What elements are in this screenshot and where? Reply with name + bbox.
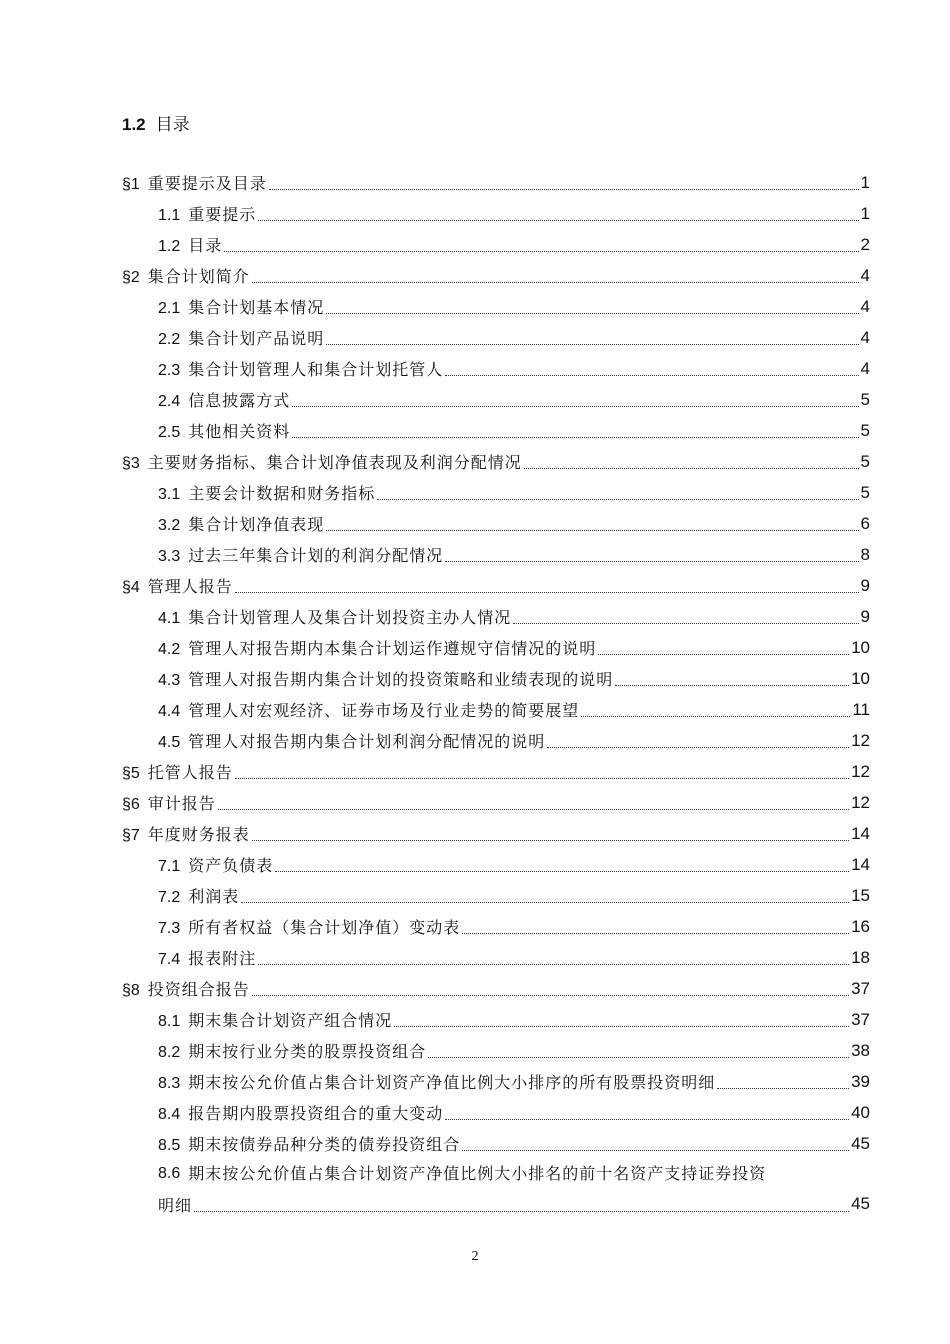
toc-entry-label (158, 1039, 426, 1062)
section-heading (122, 112, 190, 138)
toc-entry-title: 管理人对报告期内集合计划的投资策略和业绩表现的说明 (188, 670, 614, 689)
toc-entry-page: 12 (851, 730, 870, 750)
toc-entry-label (158, 388, 290, 411)
toc-entry[interactable] (122, 880, 870, 911)
section-number: 1.2 (122, 115, 146, 134)
toc-entry-page: 9 (860, 575, 870, 595)
toc-entry-label (158, 1008, 392, 1031)
toc-entry[interactable] (122, 508, 870, 539)
toc-entry-label (158, 326, 324, 349)
toc-entry-title: 主要会计数据和财务指标 (188, 484, 376, 503)
toc-entry-title: 审计报告 (147, 794, 216, 813)
toc-entry-page: 37 (851, 1009, 870, 1029)
toc-entry-number: 8.4 (158, 1106, 181, 1123)
dot-leader (717, 1088, 849, 1089)
toc-entry-label (158, 1070, 715, 1093)
toc-entry-page: 18 (851, 947, 870, 967)
toc-entry-page: 45 (851, 1194, 870, 1213)
toc-entry-title: 期末按公允价值占集合计划资产净值比例大小排序的所有股票投资明细 (188, 1073, 716, 1092)
toc-entry-title: 期末按公允价值占集合计划资产净值比例大小排名的前十名资产支持证券投资 (188, 1164, 767, 1183)
dot-leader (258, 964, 849, 965)
dot-leader (241, 902, 849, 903)
toc-entry-label (158, 419, 290, 442)
toc-entry[interactable] (122, 570, 870, 601)
toc-entry[interactable] (122, 1097, 870, 1128)
toc-entry-page: 8 (860, 544, 870, 564)
toc-entry[interactable] (122, 1159, 870, 1219)
toc-entry-label (158, 884, 239, 907)
toc-entry-title: 集合计划管理人和集合计划托管人 (188, 360, 444, 379)
toc-entry-number: 7.3 (158, 920, 181, 937)
toc-entry[interactable] (122, 632, 870, 663)
toc-entry-title: 年度财务报表 (147, 825, 250, 844)
table-of-contents (122, 167, 870, 1219)
toc-entry-title: 管理人报告 (147, 577, 233, 596)
toc-entry-title: 目录 (188, 236, 223, 255)
dot-leader (252, 840, 849, 841)
toc-entry-number: 7.4 (158, 951, 181, 968)
dot-leader (598, 654, 849, 655)
dot-leader (615, 685, 849, 686)
toc-entry-number: 3.3 (158, 548, 181, 565)
toc-entry-number: 2.5 (158, 424, 181, 441)
toc-entry-title-continued: 明细 (158, 1195, 193, 1215)
toc-entry-number: 2.4 (158, 393, 181, 410)
toc-entry-page: 14 (851, 854, 870, 874)
toc-entry-title: 集合计划产品说明 (188, 329, 325, 348)
toc-entry-label (158, 481, 375, 504)
toc-entry-label (158, 605, 511, 628)
toc-entry-title: 重要提示及目录 (147, 174, 267, 193)
toc-entry-number: 7.1 (158, 858, 181, 875)
page-number: 2 (471, 1249, 479, 1264)
dot-leader (445, 561, 858, 562)
toc-entry[interactable] (122, 663, 870, 694)
dot-leader (326, 530, 858, 531)
toc-entry-number: 4.4 (158, 703, 181, 720)
toc-entry[interactable] (122, 818, 870, 849)
dot-leader (326, 344, 858, 345)
dot-leader (513, 623, 858, 624)
toc-entry-number: §4 (122, 579, 140, 596)
toc-entry-label (122, 977, 250, 1000)
toc-entry-page: 5 (860, 451, 870, 471)
toc-entry-number: 8.6 (158, 1165, 181, 1182)
toc-entry-number: 4.5 (158, 734, 181, 751)
toc-entry-page: 4 (860, 358, 870, 378)
toc-entry[interactable] (122, 322, 870, 353)
toc-entry-title: 集合计划基本情况 (188, 298, 325, 317)
toc-entry[interactable] (122, 601, 870, 632)
dot-leader (581, 716, 850, 717)
toc-entry-number: §3 (122, 455, 140, 472)
dot-leader (292, 437, 858, 438)
toc-entry-page: 45 (851, 1133, 870, 1153)
toc-entry[interactable] (122, 942, 870, 973)
toc-entry-label (158, 915, 460, 938)
toc-entry-label (158, 1101, 443, 1124)
toc-entry-page: 2 (860, 234, 870, 254)
toc-entry-title: 管理人对报告期内集合计划利润分配情况的说明 (188, 732, 546, 751)
dot-leader (218, 809, 849, 810)
toc-entry-page: 15 (851, 885, 870, 905)
toc-entry-label (158, 357, 443, 380)
toc-entry-number: 1.2 (158, 238, 181, 255)
toc-entry[interactable] (122, 787, 870, 818)
toc-entry-page: 12 (851, 761, 870, 781)
dot-leader (326, 313, 858, 314)
dot-leader (428, 1057, 849, 1058)
toc-entry-page: 38 (851, 1040, 870, 1060)
toc-entry[interactable] (122, 849, 870, 880)
toc-entry-label (122, 574, 233, 597)
dot-leader (377, 499, 858, 500)
toc-entry-label (122, 822, 250, 845)
toc-entry-title: 集合计划净值表现 (188, 515, 325, 534)
toc-entry[interactable] (122, 415, 870, 446)
toc-entry-page: 14 (851, 823, 870, 843)
toc-entry-number: §5 (122, 765, 140, 782)
toc-entry-number: 4.2 (158, 641, 181, 658)
toc-entry-page: 39 (851, 1071, 870, 1091)
toc-entry-label (158, 667, 613, 690)
dot-leader (445, 1119, 849, 1120)
toc-entry[interactable] (122, 260, 870, 291)
toc-entry-label (122, 450, 522, 473)
dot-leader (462, 933, 849, 934)
toc-entry-title: 过去三年集合计划的利润分配情况 (188, 546, 444, 565)
toc-entry-title: 管理人对报告期内本集合计划运作遵规守信情况的说明 (188, 639, 597, 658)
toc-entry-label (158, 202, 256, 225)
dot-leader (269, 189, 859, 190)
toc-entry-label (158, 853, 273, 876)
toc-entry-page: 12 (851, 792, 870, 812)
toc-entry-number: 2.2 (158, 331, 181, 348)
toc-entry-title: 利润表 (188, 887, 240, 906)
dot-leader (252, 282, 859, 283)
dot-leader (445, 375, 858, 376)
toc-entry-page: 40 (851, 1102, 870, 1122)
dot-leader (275, 871, 849, 872)
dot-leader (462, 1150, 849, 1151)
toc-entry[interactable] (122, 198, 870, 229)
toc-entry-page: 5 (860, 420, 870, 440)
dot-leader (292, 406, 858, 407)
toc-entry-page: 4 (860, 265, 870, 285)
toc-entry-title: 信息披露方式 (188, 391, 291, 410)
toc-entry-title: 主要财务指标、集合计划净值表现及利润分配情况 (147, 453, 522, 472)
toc-entry[interactable] (122, 973, 870, 1004)
toc-entry-page: 9 (860, 606, 870, 626)
toc-entry[interactable] (122, 911, 870, 942)
toc-entry-label (158, 1159, 870, 1189)
toc-entry[interactable] (122, 756, 870, 787)
toc-entry-title: 报告期内股票投资组合的重大变动 (188, 1104, 444, 1123)
toc-entry[interactable] (122, 446, 870, 477)
toc-entry-number: 3.2 (158, 517, 181, 534)
toc-entry-number: 3.1 (158, 486, 181, 503)
toc-entry[interactable] (122, 1066, 870, 1097)
toc-entry-page: 1 (860, 203, 870, 223)
toc-entry-label (122, 760, 233, 783)
toc-entry-title: 托管人报告 (147, 763, 233, 782)
toc-entry-number: 8.1 (158, 1013, 181, 1030)
toc-entry-label (122, 791, 216, 814)
toc-entry-page: 4 (860, 327, 870, 347)
dot-leader (547, 747, 849, 748)
toc-entry[interactable] (122, 1128, 870, 1159)
toc-entry-number: 2.1 (158, 300, 181, 317)
toc-entry-label (122, 171, 267, 194)
toc-entry[interactable] (122, 291, 870, 322)
toc-entry-number: §1 (122, 176, 140, 193)
dot-leader (194, 1211, 849, 1212)
toc-entry[interactable] (122, 384, 870, 415)
toc-entry-page: 10 (851, 637, 870, 657)
toc-entry-label (158, 512, 324, 535)
toc-entry-number: §2 (122, 269, 140, 286)
toc-entry[interactable] (122, 477, 870, 508)
toc-entry-number: 4.1 (158, 610, 181, 627)
toc-entry-title: 管理人对宏观经济、证券市场及行业走势的简要展望 (188, 701, 580, 720)
toc-entry-number: §8 (122, 982, 140, 999)
toc-entry-number: §7 (122, 827, 140, 844)
dot-leader (394, 1026, 849, 1027)
toc-entry-number: 1.1 (158, 207, 181, 224)
toc-entry[interactable] (122, 725, 870, 756)
dot-leader (235, 778, 849, 779)
toc-entry-number: 2.3 (158, 362, 181, 379)
toc-entry-number: 8.3 (158, 1075, 181, 1092)
toc-entry-title: 所有者权益（集合计划净值）变动表 (188, 918, 461, 937)
toc-entry-page: 16 (851, 916, 870, 936)
toc-entry-page: 6 (860, 513, 870, 533)
toc-entry-page: 5 (860, 482, 870, 502)
toc-entry-title: 集合计划简介 (147, 267, 250, 286)
toc-entry[interactable] (122, 694, 870, 725)
toc-entry-label (158, 1132, 460, 1155)
dot-leader (224, 251, 858, 252)
dot-leader (258, 220, 858, 221)
toc-entry-page: 11 (852, 699, 870, 719)
dot-leader (235, 592, 859, 593)
toc-entry-number: 7.2 (158, 889, 181, 906)
toc-entry[interactable] (122, 229, 870, 260)
toc-entry[interactable] (122, 539, 870, 570)
toc-entry[interactable] (122, 353, 870, 384)
toc-entry-label (122, 264, 250, 287)
toc-entry-title: 重要提示 (188, 205, 257, 224)
toc-entry-number: §6 (122, 796, 140, 813)
toc-entry-label (158, 295, 324, 318)
toc-entry[interactable] (122, 1004, 870, 1035)
toc-entry-page: 1 (860, 172, 870, 192)
toc-entry-title: 期末按行业分类的股票投资组合 (188, 1042, 427, 1061)
toc-entry-title: 期末按债券品种分类的债券投资组合 (188, 1135, 461, 1154)
toc-entry-title: 报表附注 (188, 949, 257, 968)
toc-entry-page: 4 (860, 296, 870, 316)
toc-entry-page: 10 (851, 668, 870, 688)
toc-entry-label (158, 543, 443, 566)
toc-entry-label (158, 698, 579, 721)
toc-entry-title: 其他相关资料 (188, 422, 291, 441)
toc-entry-number: 4.3 (158, 672, 181, 689)
toc-entry-title: 期末集合计划资产组合情况 (188, 1011, 393, 1030)
section-title: 目录 (155, 115, 190, 135)
toc-entry-title: 集合计划管理人及集合计划投资主办人情况 (188, 608, 512, 627)
toc-entry-label (158, 729, 545, 752)
toc-entry-number: 8.2 (158, 1044, 181, 1061)
toc-entry-title: 投资组合报告 (147, 980, 250, 999)
toc-entry-page: 5 (860, 389, 870, 409)
dot-leader (524, 468, 859, 469)
toc-entry-label (158, 946, 256, 969)
toc-entry[interactable] (122, 1035, 870, 1066)
toc-entry[interactable] (122, 167, 870, 198)
dot-leader (252, 995, 849, 996)
toc-entry-title: 资产负债表 (188, 856, 274, 875)
toc-entry-number: 8.5 (158, 1137, 181, 1154)
toc-entry-label (158, 233, 222, 256)
toc-entry-label (158, 636, 596, 659)
toc-entry-page: 37 (851, 978, 870, 998)
